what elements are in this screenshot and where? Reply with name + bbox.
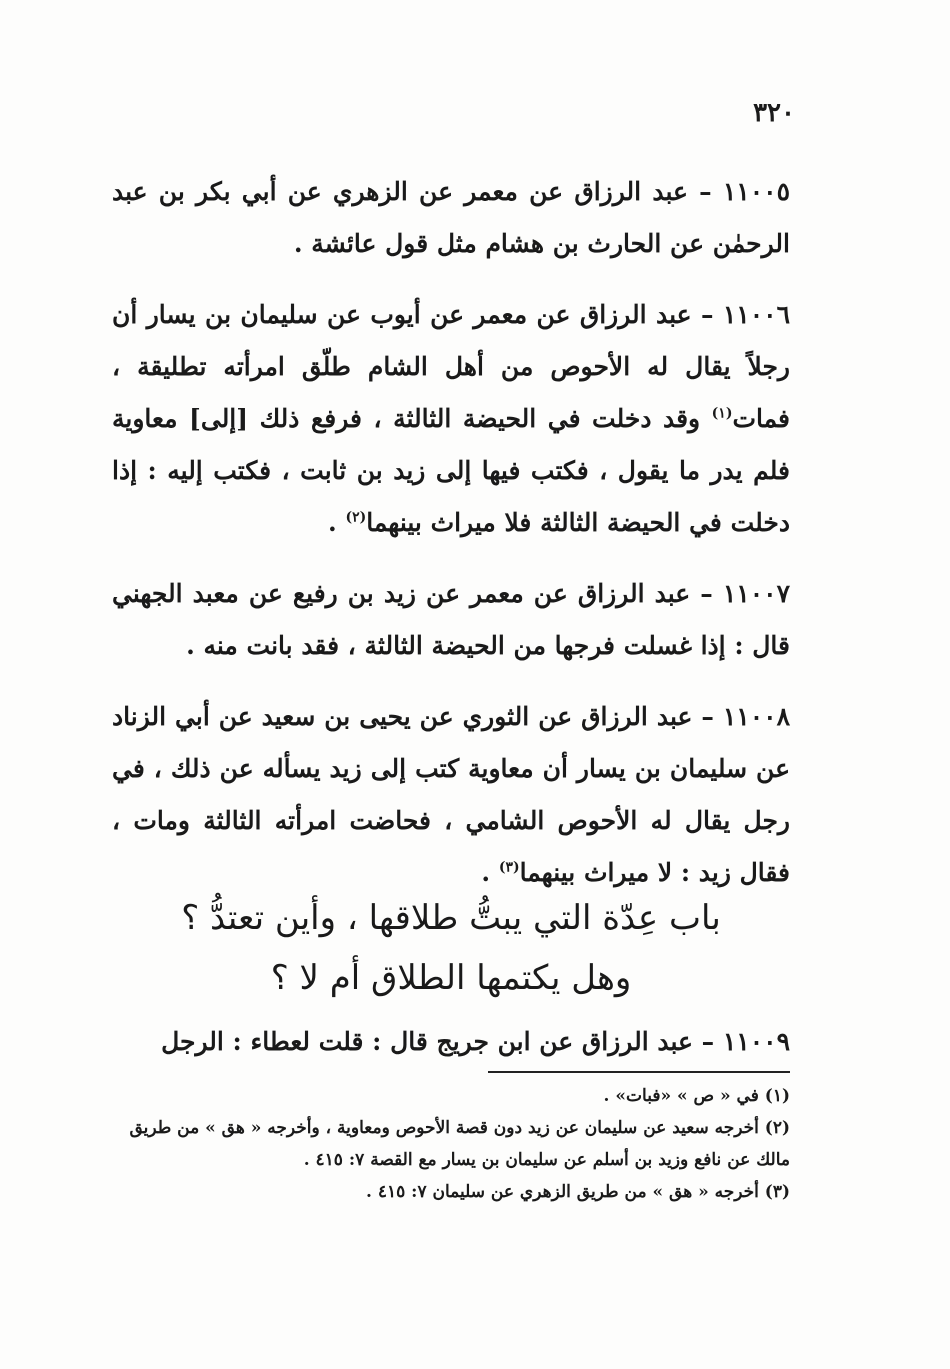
hadith-number: ١١٠٠٥: [722, 177, 790, 206]
hadith-paragraph-11005: [112, 166, 790, 270]
chapter-heading: [112, 888, 790, 1008]
chapter-heading-line-1: باب عِدّة التي يبتُّ طلاقها ، وأين تعتدُّ ؟: [181, 898, 721, 938]
page-number: ٣٢٠: [753, 98, 795, 128]
hadith-number: ١١٠٠٨: [722, 702, 790, 731]
hadith-number: ١١٠٠٩: [722, 1027, 790, 1056]
hadith-text: وقد دخلت في الحيضة الثالثة ، فرفع ذلك [إلى] معاوية فلم يدر ما يقول ، فكتب فيها إلى زيد بن ثابت ، فكتب إليه : إذا دخلت في الحيضة الثالثة فلا ميراث بينهما: [112, 404, 790, 537]
hadith-text: – عبد الرزاق عن ابن جريج قال : قلت لعطاء : الرجل: [161, 1027, 723, 1056]
hadith-number: ١١٠٠٧: [722, 579, 790, 608]
hadith-text: – عبد الرزاق عن الثوري عن يحيى بن سعيد عن أبي الزناد عن سليمان بن يسار أن معاوية كتب إلى زيد يسأله عن ذلك ، في رجل يقال له الأحوص الشامي ، فحاضت امرأته الثالثة ومات ، فقال زيد : لا ميراث بينهما: [112, 702, 790, 887]
hadith-text: .: [328, 508, 346, 537]
footnote-ref: (٢): [345, 509, 367, 526]
footnote-1: (١) في « ص » «فبات» .: [603, 1086, 790, 1106]
footnote-3: (٣) أخرجه « هق » من طريق الزهري عن سليمان ٧: ٤١٥ .: [365, 1182, 790, 1202]
footnote-ref: (١): [711, 405, 733, 422]
footnote-separator: [488, 1071, 790, 1073]
chapter-heading-line-2: وهل يكتمها الطلاق أم لا ؟: [270, 958, 632, 998]
hadith-text: – عبد الرزاق عن معمر عن أيوب عن سليمان بن يسار أن رجلاً يقال له الأحوص من أهل الشام طلّق امرأته تطليقة ، فمات: [112, 300, 790, 433]
body-text: [112, 166, 790, 918]
footnote-2: (٢) أخرجه سعيد عن سليمان عن زيد دون قصة الأحوص ومعاوية ، وأخرجه « هق » من طريق مالك عن نافع وزيد بن أسلم عن سليمان بن يسار مع القصة ٧: ٤١٥ .: [129, 1118, 790, 1170]
hadith-paragraph-11006: [112, 289, 790, 549]
footnote-ref: (٣): [498, 859, 520, 876]
hadith-text: .: [481, 858, 499, 887]
hadith-text: – عبد الرزاق عن معمر عن الزهري عن أبي بكر بن عبد الرحمٰن عن الحارث بن هشام مثل قول عائشة .: [112, 177, 790, 258]
hadith-paragraph-11009: [112, 1018, 790, 1066]
hadith-text: – عبد الرزاق عن معمر عن زيد بن رفيع عن معبد الجهني قال : إذا غسلت فرجها من الحيضة الثالثة ، فقد بانت منه .: [112, 579, 790, 660]
hadith-paragraph-11007: [112, 568, 790, 672]
footnotes: [112, 1080, 790, 1208]
hadith-paragraph-11008: [112, 691, 790, 899]
hadith-number: ١١٠٠٦: [722, 300, 790, 329]
